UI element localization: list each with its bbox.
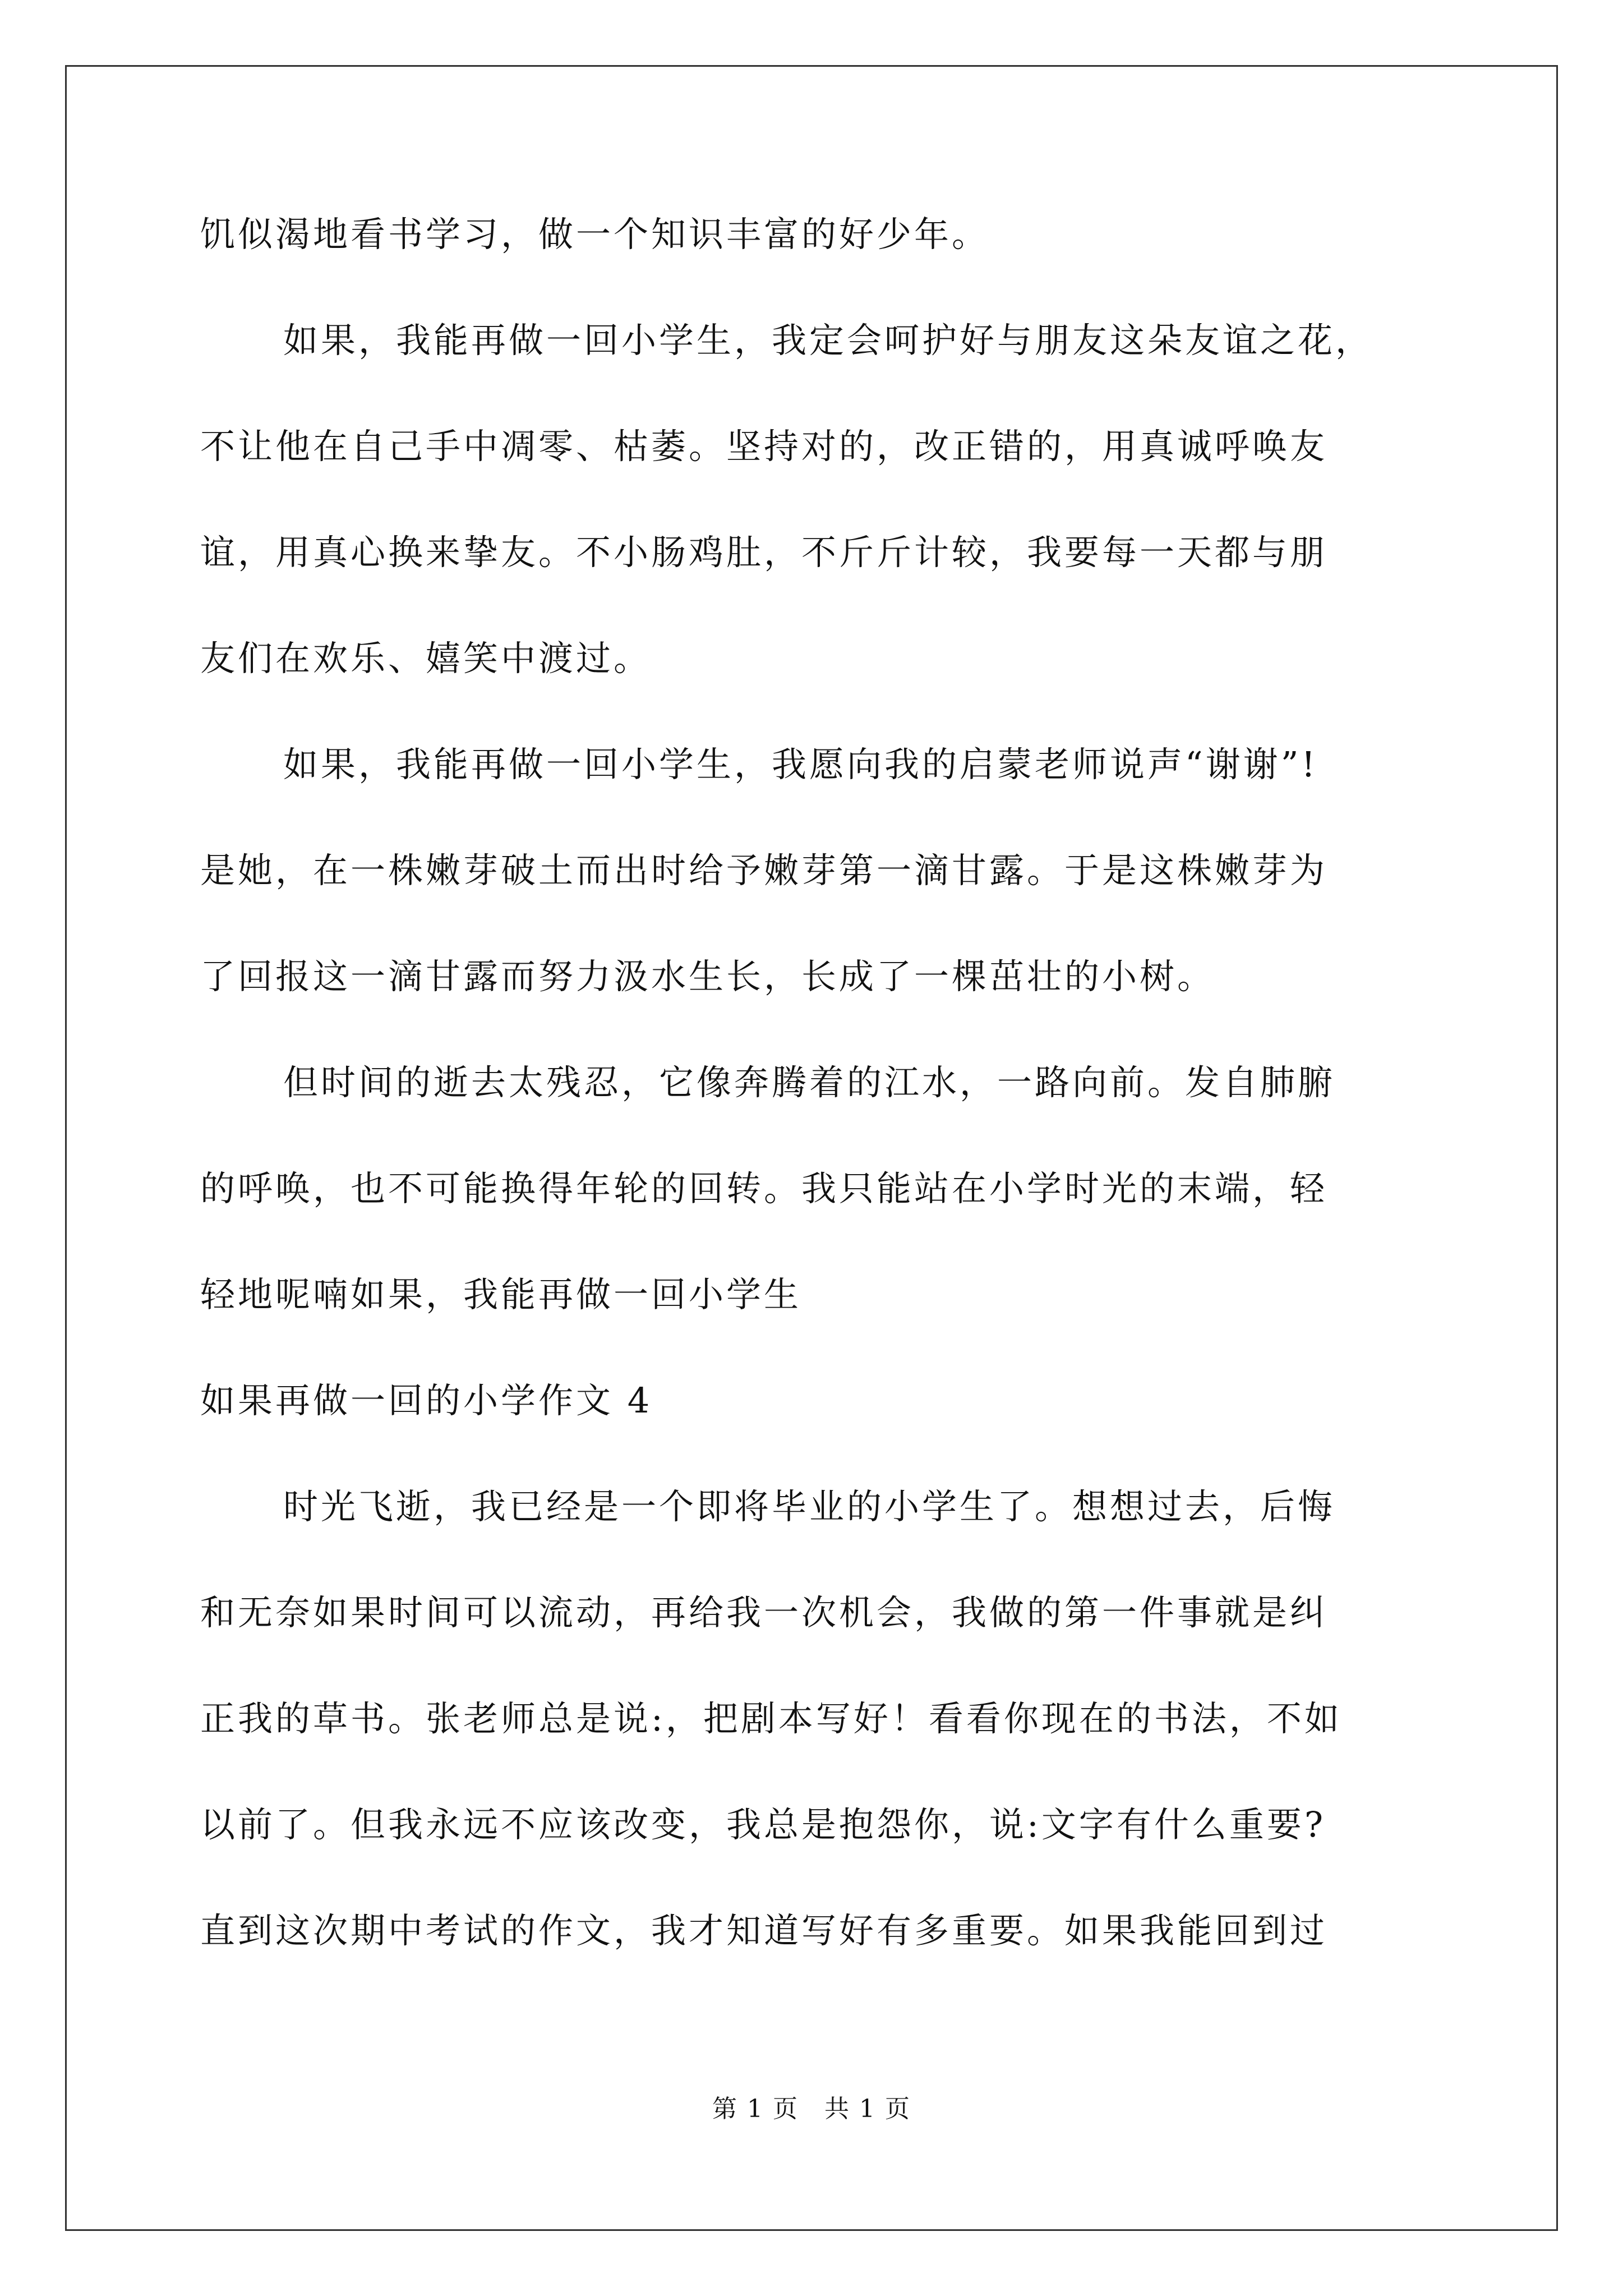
text-line: 不让他在自己手中凋零、枯萎。坚持对的，改正错的，用真诚呼唤友 xyxy=(200,426,1328,467)
text-line: 时光飞逝，我已经是一个即将毕业的小学生了。想想过去，后悔 xyxy=(283,1486,1336,1527)
text-line: 和无奈如果时间可以流动，再给我一次机会，我做的第一件事就是纠 xyxy=(200,1592,1328,1633)
text-line: 以前了。但我永远不应该改变，我总是抱怨你，说:文字有什么重要? xyxy=(200,1804,1326,1845)
text-line: 直到这次期中考试的作文，我才知道写好有多重要。如果我能回到过 xyxy=(200,1910,1328,1951)
section-heading: 如果再做一回的小学作文 4 xyxy=(200,1380,653,1421)
page-border xyxy=(65,65,1558,2231)
text-line: 的呼唤，也不可能换得年轮的回转。我只能站在小学时光的末端，轻 xyxy=(200,1168,1328,1209)
text-line: 了回报这一滴甘露而努力汲水生长，长成了一棵茁壮的小树。 xyxy=(200,956,1215,997)
text-line: 友们在欢乐、嬉笑中渡过。 xyxy=(200,638,652,679)
text-line: 如果，我能再做一回小学生，我定会呵护好与朋友这朵友谊之花， xyxy=(283,320,1373,361)
text-line: 但时间的逝去太残忍，它像奔腾着的江水，一路向前。发自肺腑 xyxy=(283,1062,1336,1103)
text-line: 轻地呢喃如果，我能再做一回小学生 xyxy=(200,1274,802,1315)
page-footer: 第 1 页 共 1 页 xyxy=(712,2095,911,2123)
text-line: 谊，用真心换来挚友。不小肠鸡肚，不斤斤计较，我要每一天都与朋 xyxy=(200,532,1328,573)
text-line: 正我的草书。张老师总是说:，把剧本写好！看看你现在的书法，不如 xyxy=(200,1698,1342,1739)
text-line: 饥似渴地看书学习，做一个知识丰富的好少年。 xyxy=(200,214,990,255)
text-line: 如果，我能再做一回小学生，我愿向我的启蒙老师说声“谢谢”! xyxy=(283,744,1318,785)
text-line: 是她，在一株嫩芽破土而出时给予嫩芽第一滴甘露。于是这株嫩芽为 xyxy=(200,850,1328,891)
